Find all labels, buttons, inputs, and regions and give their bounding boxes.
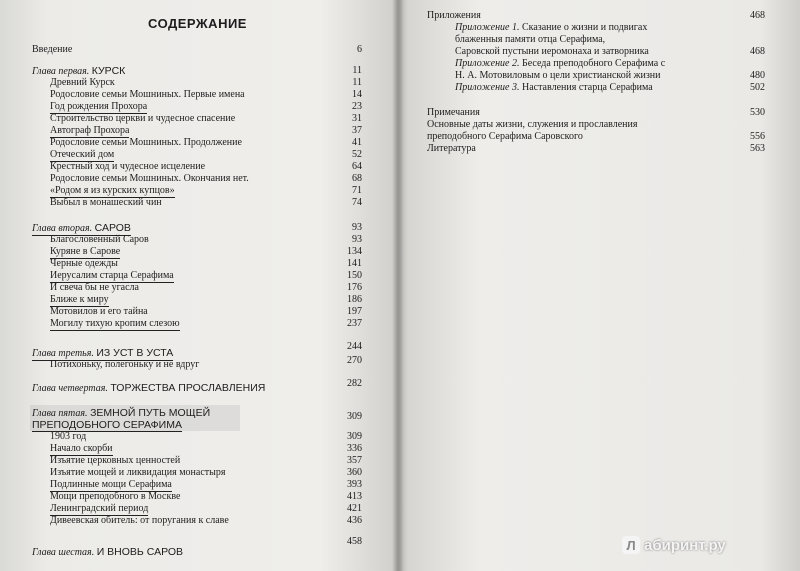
toc-page-number: 64 <box>352 161 362 172</box>
toc-item-title: Куряне в Сарове <box>50 246 121 257</box>
toc-entry-literature <box>427 143 765 155</box>
chapter-label: Глава вторая. <box>32 223 93 234</box>
appendix-label: Приложение 1. <box>455 22 520 33</box>
toc-item-title: Родословие семьи Мошниных. Окончания нет. <box>50 173 249 184</box>
toc-page-number: 556 <box>750 131 765 142</box>
toc-item <box>50 318 362 331</box>
toc-item-title: Ближе к миру <box>50 294 109 305</box>
toc-item-title: Подлинные мощи Серафима <box>50 479 172 490</box>
toc-page-number: 93 <box>352 222 362 233</box>
toc-page-number: 282 <box>347 378 362 389</box>
chapter-title: САРОВ <box>94 222 131 234</box>
toc-entry-title: Приложения <box>427 10 481 21</box>
toc-page-number: 41 <box>352 137 362 148</box>
toc-item <box>50 355 362 371</box>
toc-page-number: 309 <box>347 411 362 422</box>
toc-entry-dates <box>427 119 765 131</box>
toc-entry-title: Введение <box>32 44 73 55</box>
toc-item-title: Мощи преподобного в Москве <box>50 491 181 502</box>
toc-entry-notes <box>427 107 765 119</box>
toc-page-number: 68 <box>352 173 362 184</box>
chapter-label: Глава четвертая. <box>32 383 108 394</box>
toc-item <box>50 89 362 101</box>
chapter-label: Глава первая. <box>32 66 90 77</box>
toc-item-title: Ленинградский период <box>50 503 149 514</box>
toc-entry-title-line2: преподобного Серафима Саровского <box>427 131 583 142</box>
toc-item-title: Выбыл в монашеский чин <box>50 197 162 208</box>
chapter-label: Глава шестая. <box>32 547 95 558</box>
toc-chapter-4 <box>32 378 362 395</box>
toc-entry-appendices <box>427 10 765 22</box>
toc-page-number: 6 <box>357 44 362 55</box>
chapter-title-line2: ПРЕПОДОБНОГО СЕРАФИМА <box>32 419 182 431</box>
toc-item-title: Черные одежды <box>50 258 118 269</box>
toc-item-title: Крестный ход и чудесное исцеление <box>50 161 206 172</box>
toc-item <box>50 137 362 149</box>
toc-page-number: 176 <box>347 282 362 293</box>
toc-item-title: Отеческий дом <box>50 149 115 160</box>
toc-page-number: 134 <box>347 246 362 257</box>
toc-page-number: 11 <box>352 65 362 76</box>
toc-appendix-1-line3 <box>455 46 765 58</box>
toc-appendix-2-line2 <box>455 70 765 82</box>
toc-page-number: 336 <box>347 443 362 454</box>
toc-item-title: Родословие семьи Мошниных. Продолжение <box>50 137 242 148</box>
watermark-text: абиринт.ру <box>644 536 726 554</box>
toc-item <box>50 467 362 479</box>
toc-item <box>50 77 362 89</box>
toc-appendix-1 <box>455 22 765 34</box>
toc-heading: СОДЕРЖАНИЕ <box>148 16 247 31</box>
chapter-title: КУРСК <box>91 65 126 77</box>
toc-page-number: 52 <box>352 149 362 160</box>
toc-item-title: Изъятие мощей и ликвидация монастыря <box>50 467 226 478</box>
toc-page-number: 436 <box>347 515 362 526</box>
toc-item-title: Древний Курск <box>50 77 115 88</box>
toc-item <box>50 455 362 467</box>
toc-item <box>50 491 362 503</box>
toc-item-title: Год рождения Прохора <box>50 101 148 112</box>
toc-item <box>50 515 362 527</box>
toc-page-number: 93 <box>352 234 362 245</box>
toc-page-number: 141 <box>347 258 362 269</box>
appendix-title-line2: блаженныя памяти отца Серафима, <box>455 34 606 45</box>
toc-item-title: Мотовилов и его тайна <box>50 306 148 317</box>
toc-item-title: Строительство церкви и чудесное спасение <box>50 113 236 124</box>
toc-page-number: 197 <box>347 306 362 317</box>
chapter-title: ИЗ УСТ В УСТА <box>96 347 174 359</box>
toc-page-number: 11 <box>352 77 362 88</box>
toc-page-number: 237 <box>347 318 362 329</box>
appendix-title-line1: Сказание о жизни и подвигах <box>521 22 648 33</box>
toc-page-number: 270 <box>347 355 362 366</box>
toc-page-number: 480 <box>750 70 765 81</box>
toc-entry-title: Литература <box>427 143 476 154</box>
toc-page-number: 502 <box>750 82 765 93</box>
toc-appendix-2 <box>455 58 765 70</box>
toc-page-number: 360 <box>347 467 362 478</box>
toc-item <box>50 113 362 125</box>
chapter-title-line1: ЗЕМНОЙ ПУТЬ МОЩЕЙ <box>90 407 211 419</box>
toc-page-number: 530 <box>750 107 765 118</box>
toc-page-number: 309 <box>347 431 362 442</box>
labirint-watermark <box>622 536 726 554</box>
toc-item <box>50 234 362 246</box>
toc-entry-title: Примечания <box>427 107 480 118</box>
toc-item <box>50 431 362 443</box>
left-page <box>0 0 395 571</box>
toc-item <box>50 258 362 270</box>
chapter-title: ТОРЖЕСТВА ПРОСЛАВЛЕНИЯ <box>110 382 266 394</box>
appendix-label: Приложение 2. <box>455 58 520 69</box>
toc-item-title: Родословие семьи Мошниных. Первые имена <box>50 89 245 100</box>
toc-item-title: «Родом я из курских купцов» <box>50 185 175 196</box>
toc-page-number: 14 <box>352 89 362 100</box>
toc-page-number: 468 <box>750 46 765 57</box>
toc-item-title: Автограф Прохора <box>50 125 130 136</box>
toc-item-title: Благословенный Саров <box>50 234 149 245</box>
toc-page-number: 393 <box>347 479 362 490</box>
toc-page-number: 71 <box>352 185 362 196</box>
toc-page-number: 458 <box>347 536 362 547</box>
toc-item <box>50 306 362 318</box>
toc-item-title: Могилу тихую кропим слезою <box>50 318 180 329</box>
toc-page-number: 74 <box>352 197 362 208</box>
chapter-title: И ВНОВЬ САРОВ <box>96 546 184 558</box>
toc-item-title: Иерусалим старца Серафима <box>50 270 174 281</box>
toc-page-number: 468 <box>750 10 765 21</box>
toc-entry-title-line1: Основные даты жизни, служения и прославления <box>427 119 638 130</box>
appendix-title-line2: Н. А. Мотовиловым о цели христианской жизни <box>455 70 661 81</box>
appendix-title-line1: Беседа преподобного Серафима с <box>521 58 666 69</box>
toc-entry-dates-line2 <box>427 131 765 143</box>
toc-page-number: 244 <box>347 341 362 352</box>
chapter-label: Глава пятая. <box>32 408 88 419</box>
toc-appendix-3 <box>455 82 765 94</box>
toc-item <box>50 282 362 294</box>
toc-page-number: 37 <box>352 125 362 136</box>
chapter-label: Глава третья. <box>32 348 94 359</box>
toc-page-number: 150 <box>347 270 362 281</box>
toc-item-title: Начало скорби <box>50 443 113 454</box>
toc-item-title: Изъятие церковных ценностей <box>50 455 181 466</box>
toc-page-number: 421 <box>347 503 362 514</box>
toc-item <box>50 161 362 173</box>
labirint-logo-icon: Л <box>622 536 640 554</box>
appendix-title-line3: Саровской пустыни иеромонаха и затворника <box>455 46 649 57</box>
toc-item-title: И свеча бы не угасла <box>50 282 139 293</box>
toc-item-title: Дивеевская обитель: от поругания к славе <box>50 515 229 526</box>
toc-page-number: 31 <box>352 113 362 124</box>
toc-item-title: 1903 год <box>50 431 87 442</box>
toc-chapter-6 <box>32 536 362 559</box>
appendix-title-line1: Наставления старца Серафима <box>521 82 653 93</box>
toc-page-number: 23 <box>352 101 362 112</box>
toc-page-number: 413 <box>347 491 362 502</box>
right-page <box>405 0 800 571</box>
toc-entry-intro <box>32 44 362 56</box>
toc-page-number: 563 <box>750 143 765 154</box>
toc-appendix-1-line2 <box>455 34 765 46</box>
toc-page-number: 357 <box>347 455 362 466</box>
toc-item-title: Потихоньку, полегоньку и не вдруг <box>50 359 200 370</box>
toc-page-number: 186 <box>347 294 362 305</box>
toc-item <box>50 173 362 185</box>
toc-item <box>50 197 362 209</box>
appendix-label: Приложение 3. <box>455 82 520 93</box>
